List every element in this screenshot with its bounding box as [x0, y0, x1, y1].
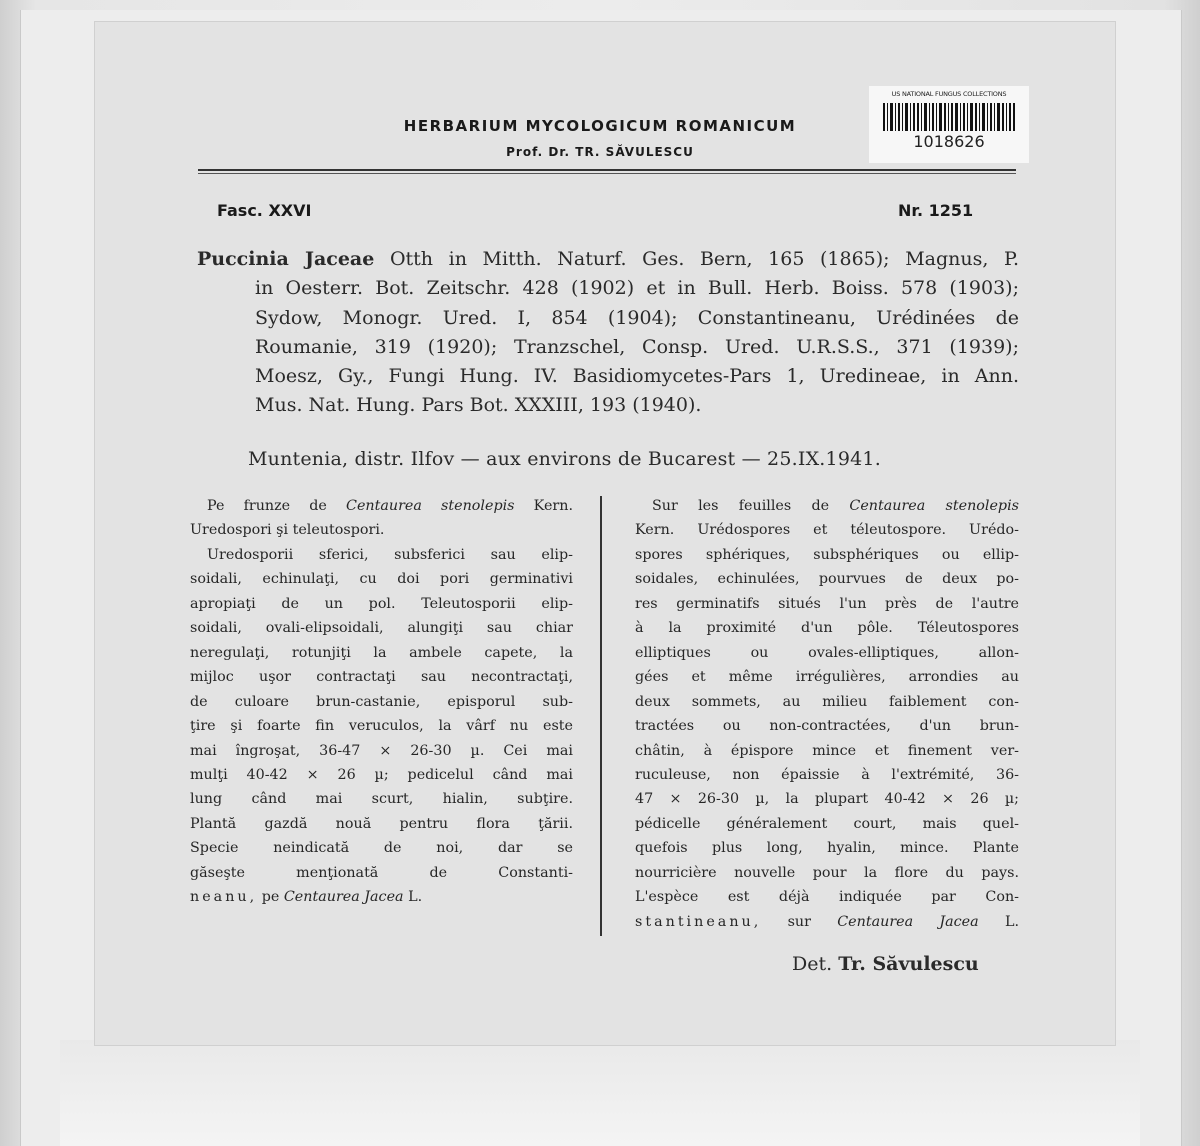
text-line: Specie neindicată de noi, dar se — [190, 840, 573, 857]
species-citation — [197, 245, 1019, 421]
text-line: Kern. Urédospores et téleutospore. Urédo- — [635, 522, 1019, 539]
species-name: Puccinia Jaceae — [197, 248, 375, 270]
citation-line: Mus. Nat. Hung. Pars Bot. XXXIII, 193 (1940). — [255, 394, 702, 417]
text-line: res germinatifs situés l'un près de l'autre — [635, 595, 1019, 612]
text-line: nourricière nouvelle pour la flore du pays. — [635, 864, 1019, 881]
text-line: Sur les feuilles de Centaurea stenolepis — [652, 498, 1019, 514]
text-line: à la proximité d'un pôle. Téleutospores — [635, 620, 1019, 637]
citation-line: Sydow, Monogr. Ured. I, 854 (1904); Constantineanu, Urédinées de — [255, 306, 1019, 329]
exsiccata-number: Nr. 1251 — [898, 201, 974, 220]
determiner: Det. Tr. Săvulescu — [792, 953, 979, 975]
text-line: ruculeuse, non épaissie à l'extrémité, 36- — [635, 766, 1019, 783]
collection-locality: Muntenia, distr. Ilfov — aux environs de Bucarest — 25.IX.1941. — [248, 448, 881, 470]
text-line: mai îngroşat, 36-47 × 26-30 µ. Cei mai — [190, 742, 573, 759]
text-line: soidali, echinulaţi, cu doi pori germinativi — [190, 571, 573, 588]
herbarium-title: HERBARIUM MYCOLOGICUM ROMANICUM — [403, 117, 797, 135]
romanian-description — [190, 494, 573, 910]
text-line: stantineanu, sur Centaurea Jacea L. — [635, 913, 1019, 930]
text-line: găseşte menţionată de Constanti- — [190, 864, 573, 881]
text-line: de culoare brun-castanie, episporul sub- — [190, 693, 573, 710]
text-line: apropiaţi de un pol. Teleutosporii elip- — [190, 595, 573, 612]
barcode-label — [869, 86, 1029, 163]
barcode-number: 1018626 — [913, 132, 985, 151]
text-line: quefois plus long, hyalin, mince. Plante — [635, 840, 1019, 857]
text-line: deux sommets, au milieu faiblement con- — [635, 693, 1019, 710]
text-line: mijloc uşor contractaţi sau necontractaţi, — [190, 669, 573, 686]
text-line: pédicelle généralement court, mais quel- — [635, 815, 1019, 832]
text-line: lung când mai scurt, hialin, subţire. — [190, 791, 573, 808]
text-line: L'espèce est déjà indiquée par Con- — [635, 889, 1019, 906]
barcode-icon — [883, 103, 1015, 131]
text-line: neregulaţi, rotunjiţi la ambele capete, la — [190, 644, 573, 661]
text-line: soidales, echinulées, pourvues de deux po- — [635, 571, 1019, 588]
herbarium-subtitle: Prof. Dr. TR. SĂVULESCU — [506, 145, 694, 159]
text-line: Uredospori şi teleutospori. — [190, 522, 385, 539]
text-line: elliptiques ou ovales-elliptiques, allon- — [635, 644, 1019, 661]
text-line: 47 × 26-30 µ, la plupart 40-42 × 26 µ; — [635, 791, 1019, 808]
fascicle-label: Fasc. XXVI — [217, 201, 312, 220]
text-line: châtin, à épispore mince et finement ver- — [635, 742, 1019, 759]
determiner-name: Tr. Săvulescu — [838, 953, 979, 975]
citation-line: Roumanie, 319 (1920); Tranzschel, Consp. Ured. U.R.S.S., 371 (1939); — [255, 335, 1019, 358]
envelope-fold — [60, 1040, 1140, 1146]
text-line: neanu, pe Centaurea Jacea L. — [190, 889, 423, 906]
column-divider — [600, 496, 602, 936]
text-line: Pe frunze de Centaurea stenolepis Kern. — [207, 498, 573, 514]
header-rule-thin — [198, 173, 1016, 174]
text-line: ţire şi foarte fin veruculos, la vârf nu este — [190, 718, 573, 735]
french-description — [635, 494, 1019, 934]
header-rule — [198, 169, 1016, 171]
text-line: mulţi 40-42 × 26 µ; pedicelul când mai — [190, 766, 573, 783]
citation-line: in Oesterr. Bot. Zeitschr. 428 (1902) et in Bull. Herb. Boiss. 578 (1903); — [255, 277, 1019, 300]
text-line: Plantă gazdă nouă pentru flora ţării. — [190, 815, 573, 832]
text-line: soidali, ovali-elipsoidali, alungiţi sau chiar — [190, 620, 573, 637]
text-line: tractées ou non-contractées, d'un brun- — [635, 718, 1019, 735]
text-line: gées et même irrégulières, arrondies au — [635, 669, 1019, 686]
barcode-institution: US NATIONAL FUNGUS COLLECTIONS — [891, 90, 1007, 98]
text-line: Uredosporii sferici, subsferici sau elip- — [207, 546, 573, 563]
citation-line: Puccinia Jaceae Otth in Mitth. Naturf. Ges. Bern, 165 (1865); Magnus, P. — [197, 248, 1019, 270]
text-line: spores sphériques, subsphériques ou ellip- — [635, 546, 1019, 563]
citation-line: Moesz, Gy., Fungi Hung. IV. Basidiomycetes-Pars 1, Uredineae, in Ann. — [255, 365, 1019, 388]
